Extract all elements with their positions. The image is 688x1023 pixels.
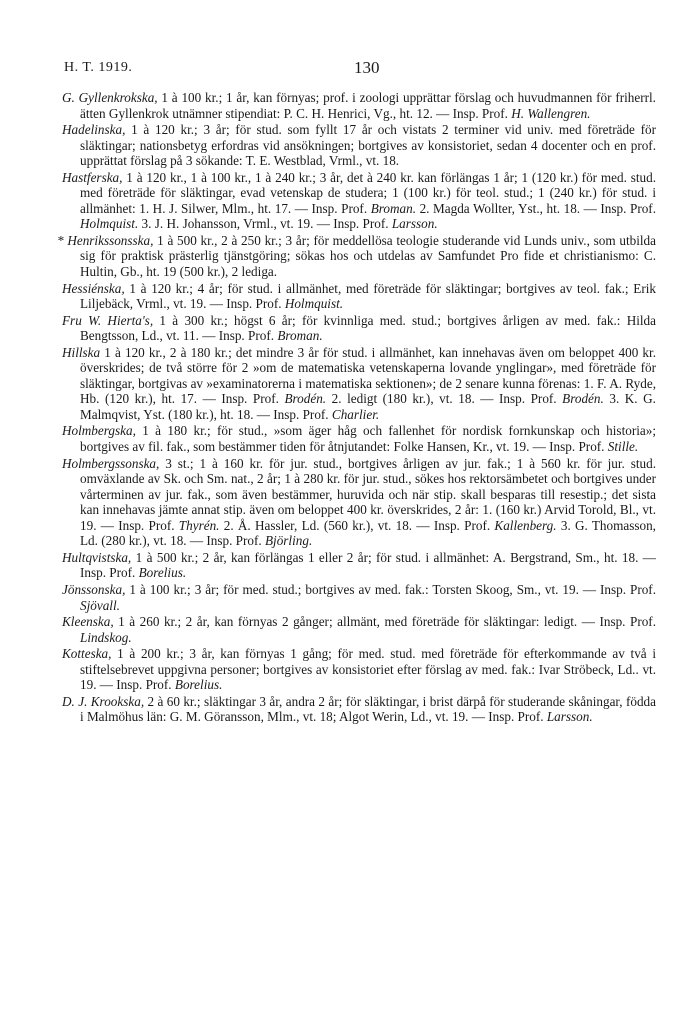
stipend-entry	[62, 646, 656, 693]
inspector-name: Björling.	[264, 533, 313, 549]
entry-text: 1 à 120 kr.; 3 år; för stud. som fyllt 17 år och vistats 2 terminer vid univ. med företräde för släktingar; nationsbetyg erfordras vid ansökningen; bortgives av konsistoriet, sedan 4 docenter och en prof. upprättat förslag på 3 sökande: T. E. Westblad, Vrml., vt. 18.	[80, 122, 656, 169]
stipend-name: Hastferska,	[62, 169, 123, 185]
inspector-name: Larsson.	[391, 216, 438, 232]
stipend-entry	[62, 582, 656, 613]
stipend-name: * Henrikssonsska,	[57, 232, 154, 248]
stipend-name: Kotteska,	[62, 646, 112, 662]
inspector-name: Kallenberg.	[494, 517, 557, 533]
stipend-entry	[62, 423, 656, 454]
inspector-name: H. Wallengren.	[511, 105, 591, 121]
header-title: H. T. 1919.	[64, 60, 133, 75]
stipend-name: Holmbergska,	[62, 423, 136, 439]
stipend-entry	[57, 232, 656, 280]
entry-text: 3. J. H. Johansson, Vrml., vt. 19. — Insp. Prof.	[138, 216, 392, 232]
entry-text: 1 à 300 kr.; högst 6 år; för kvinnliga med. stud.; bortgives årligen av med. fak.: Hilda Bengtsson, Ld., vt. 11. — Insp. Prof.	[80, 312, 656, 344]
running-header	[64, 58, 654, 82]
stipend-name: Hultqvistska,	[62, 549, 132, 565]
inspector-name: Borelius.	[138, 565, 187, 581]
stipend-name: Holmbergssonska,	[62, 455, 160, 471]
inspector-name: Holmquist.	[284, 296, 344, 312]
entry-text: 1 à 100 kr.; 1 år, kan förnyas; prof. i zoologi upprättar förslag och huvudmannen för friherrl. ätten Gyllenkrok utnämner stipendiat: P. C. H. Henrici, Vg., ht. 12. — Insp. Prof.	[80, 90, 656, 121]
inspector-name: Broman.	[277, 328, 323, 344]
inspector-name: Brodén.	[562, 391, 604, 407]
stipend-entry	[62, 694, 656, 725]
stipend-entry	[62, 614, 656, 645]
entry-text: 1 à 100 kr.; 3 år; för med. stud.; bortgives av med. fak.: Torsten Skoog, Sm., vt. 19. — Insp. Prof.	[125, 581, 656, 597]
stipend-entry	[62, 345, 656, 423]
inspector-name: Thyrén.	[178, 517, 220, 533]
inspector-name: Sjövall.	[80, 597, 120, 613]
entry-text: 1 à 120 kr., 2 à 180 kr.; det mindre 3 år för stud. i allmänhet, kan innehavas även om beloppet 400 kr. överskrides; de två större för 2 »om de matematiska vetenskaperna lovande ynglingar», med företräde för släktingar, bortgivas av »examinatorerna i matematiska sektionen»; de 2 senare kunna förenas: 1. F. A. Ryde, Hb. (120 kr.), ht. 17. — Insp. Prof.	[80, 344, 656, 407]
stipend-entry	[62, 281, 656, 312]
stipend-name: Hillska	[62, 344, 101, 360]
inspector-name: Broman.	[370, 200, 416, 216]
entry-text: 1 à 500 kr.; 2 år, kan förlängas 1 eller 2 år; för stud. i allmänhet: A. Bergstrand, Sm., ht. 18. — Insp. Prof.	[80, 549, 656, 581]
inspector-name: Borelius.	[174, 677, 223, 693]
stipend-name: D. J. Krookska,	[62, 693, 145, 709]
entry-text: 1 à 500 kr., 2 à 250 kr.; 3 år; för meddellösa teologie studerande vid Lunds univ., som utbilda sig för praktisk prästerlig tjänstgöring; sökas hos och utdelas av Samfundet Pro fide et christianismo: C. Hultin, Gb., ht. 19 (500 kr.), 2 lediga.	[80, 232, 656, 280]
stipend-entry	[62, 90, 656, 121]
stipend-name: Fru W. Hierta's,	[62, 312, 154, 328]
stipend-entry	[62, 313, 656, 344]
inspector-name: Lindskog.	[80, 629, 132, 645]
stipend-name: Hessiénska,	[62, 280, 125, 296]
entry-text: 2. Å. Hassler, Ld. (560 kr.), vt. 18. — Insp. Prof.	[219, 517, 495, 533]
entry-text: 3. G. Thomasson, Ld. (280 kr.), vt. 18. — Insp. Prof.	[80, 517, 656, 549]
inspector-name: Charlier.	[331, 406, 380, 422]
entry-text: 3 st.; 1 à 160 kr. för jur. stud., bortgives årligen av jur. fak.; 1 à 560 kr. för jur. stud. omväxlande av Sk. och Sm. nat., 2 år; 1 à 280 kr. för jur. stud., sökes hos rektorsämbetet och bortgives under vårterminen av jur. fak., som även bestämmer, huruvida och när stip. skall besparas till resestip.; det sista kan innehavas jämte annat stip. även om beloppet 400 kr. överskrides, 2 år: 1. (160 kr.) Arvid Torold, Bl., vt. 19. — Insp. Prof.	[80, 455, 656, 533]
stipend-name: Kleenska,	[62, 614, 114, 630]
stipend-entry	[62, 456, 656, 549]
stipend-name: Jönssonska,	[62, 581, 126, 597]
stipend-name: Hadelinska,	[62, 122, 126, 138]
entry-text: 1 à 120 kr.; 4 år; för stud. i allmänhet, med företräde för släktingar; bortgives av teol. fak.; Erik Liljebäck, Vrml., vt. 19. — Insp. Prof.	[80, 280, 656, 312]
entry-text: 1 à 200 kr.; 3 år, kan förnyas 1 gång; för med. stud. med företräde för efterkommande av två i stiftelsebrevet uppgivna personer; bortgives av konsistoriet efter förslag av med. fak.: Ivar Ströbeck, Ld.. vt. 19. — Insp. Prof.	[80, 646, 656, 693]
page-number: 130	[354, 58, 380, 77]
entry-text: 2. ledigt (180 kr.), vt. 18. — Insp. Prof.	[326, 391, 563, 407]
stipend-entry	[62, 170, 656, 232]
entry-text: 2. Magda Wollter, Yst., ht. 18. — Insp. Prof.	[416, 200, 656, 216]
inspector-name: Larsson.	[546, 709, 593, 725]
entry-text: 1 à 260 kr.; 2 år, kan förnyas 2 gånger; allmänt, med företräde för släktingar: ledigt. — Insp. Prof.	[113, 614, 656, 630]
inspector-name: Stille.	[607, 439, 639, 455]
stipend-name: G. Gyllenkrokska,	[62, 90, 158, 105]
entry-text: 3. K. G. Malmqvist, Yst. (180 kr.), ht. 18. — Insp. Prof.	[80, 391, 656, 422]
stipend-entry	[62, 550, 656, 581]
inspector-name: Brodén.	[284, 391, 327, 407]
stipend-list	[57, 90, 657, 726]
entry-text: 2 à 60 kr.; släktingar 3 år, andra 2 år; för släktingar, i brist därpå för studerande skåningar, födda i Malmöhus län: G. M. Göransson, Mlm., vt. 18; Algot Werin, Ld., vt. 19. — Insp. Prof.	[80, 693, 657, 725]
stipend-entry	[62, 122, 656, 169]
entry-text: 1 à 180 kr.; för stud., »som äger håg och fallenhet för nordisk fornkunskap och historia»; bortgives av fil. fak., som bestämmer tiden för åtnjutandet: Folke Hansen, Kr., vt. 19. — Insp. Prof.	[80, 423, 656, 455]
entry-text: 1 à 120 kr., 1 à 100 kr., 1 à 240 kr.; 3 år, det à 240 kr. kan förlängas 1 år; 1 (120 kr.) för med. stud. med företräde för släktingar, evad vetenskap de studera; 1 (100 kr.) för teol. stud.; 1 (240 kr.) för stud. i allmänhet: 1. H. J. Silwer, Mlm., ht. 17. — Insp. Prof.	[80, 169, 656, 216]
inspector-name: Holmquist.	[80, 216, 139, 232]
